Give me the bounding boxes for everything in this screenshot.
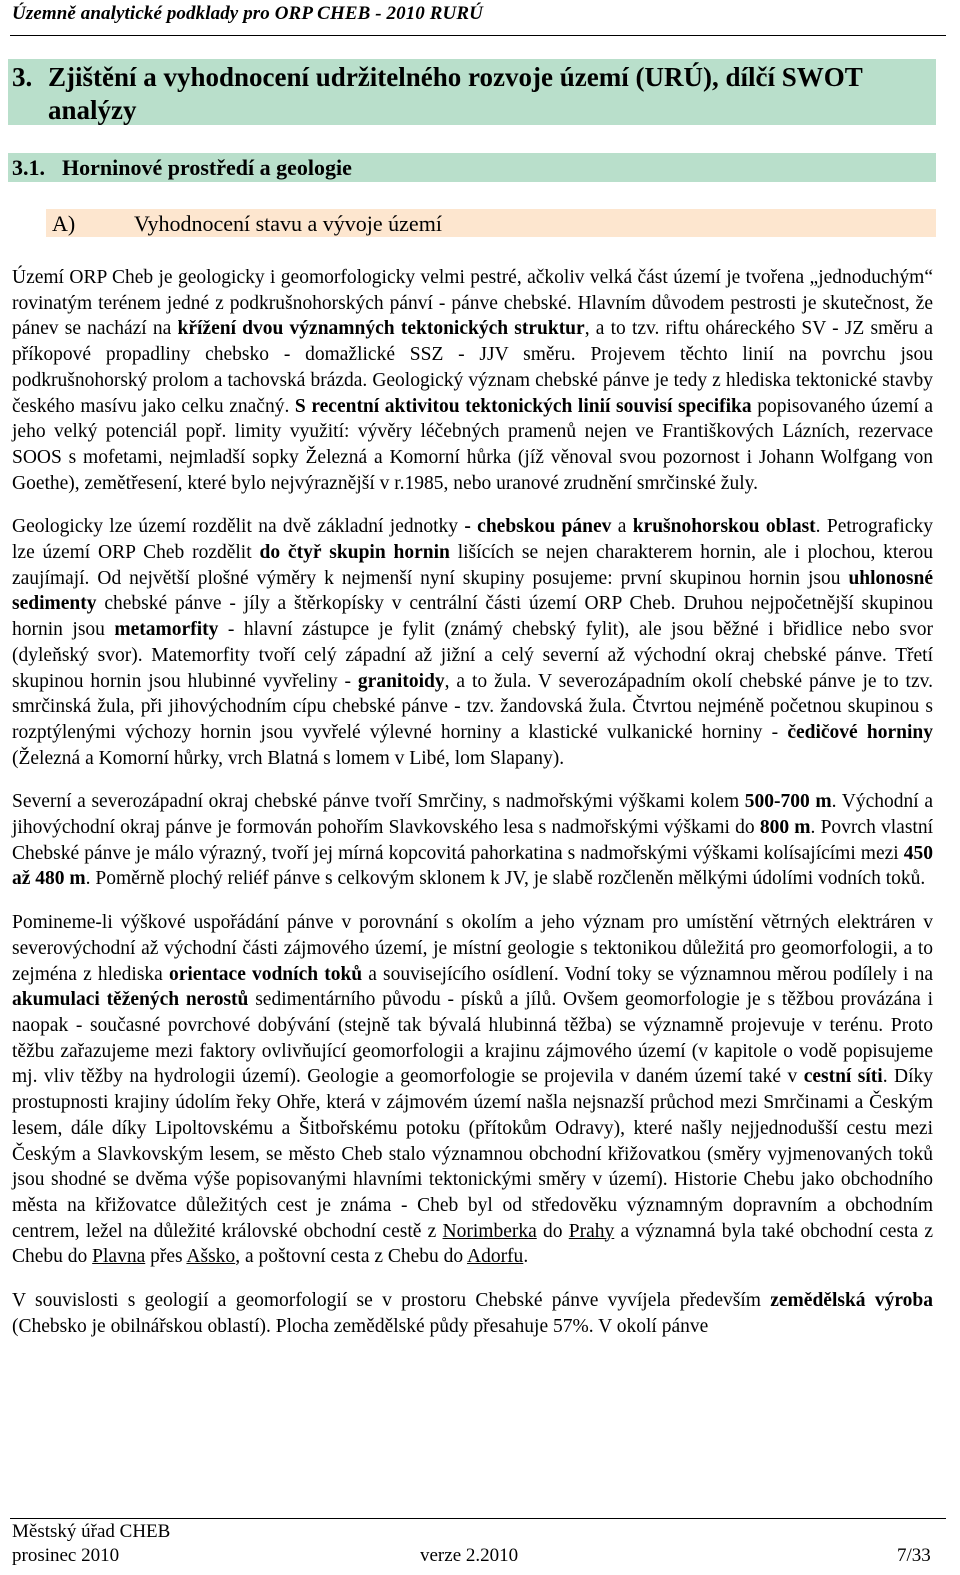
subsection-title: Horninové prostředí a geologie (62, 155, 352, 180)
part-title: Vyhodnocení stavu a vývoje území (134, 211, 442, 236)
paragraph-text: chebské pánve - jíly a štěrkopísky v centrální části území ORP Cheb. Druhou nejpočetnější skupinou hornin jsou (12, 593, 933, 641)
paragraph-text: (Chebsko je obilnářskou oblastí). Plocha zemědělské půdy přesahuje 57%. V okolí pánve (12, 1315, 709, 1337)
link-norimberk[interactable]: Norimberka (442, 1220, 537, 1242)
paragraph-text: Severní a severozápadní okraj chebské pánve tvoří Smrčiny, s nadmořskými výškami kolem (12, 791, 745, 813)
paragraph-text: a významná byla také obchodní cesta z Chebu do (12, 1220, 934, 1268)
paragraph-text: popisovaného území a jeho velký potenciál popř. limity využití: vývěry léčebných pramenů nejen ve Františkových Lázních, rezervace SOOS s mofetami, nejmladší sopky Železná a Komorní hůrka (jíž věnoval svou pozornost i Johann Wolfgang von Goethe), zemětřesení, které bylo nejvýraznější v r.1985, nebo uranové zrudnění smrčinské žuly. (12, 395, 933, 494)
subsection-number: 3.1. (12, 155, 45, 180)
paragraph-1 (12, 265, 933, 496)
paragraph-text: , a poštovní cesta z Chebu do (235, 1246, 467, 1268)
paragraph-text: Geologicky lze území rozdělit na dvě základní jednotky (12, 516, 465, 538)
paragraph-text: a (611, 516, 633, 538)
paragraph-2 (12, 514, 933, 771)
emphasis: uhlonosné sedimenty (12, 567, 933, 615)
body-text (12, 265, 933, 1357)
paragraph-text: . Poměrně plochý reliéf pánve s celkovým sklonem k JV, je slabě rozčleněn mělkými údolími vodních toků. (85, 868, 926, 890)
paragraph-text: a souvisejícího osídlení. Vodní toky se významnou měrou podílely i na (362, 963, 933, 985)
footer-office: Městský úřad CHEB (12, 1521, 171, 1542)
paragraph-text: . Petrograficky lze území ORP Cheb rozdělit (12, 516, 933, 564)
emphasis: 800 m (759, 817, 811, 839)
paragraph-text: Území ORP Cheb je geologicky i geomorfologicky velmi pestré, ačkoliv velká část území je tvořena „jednoduchým“ rovinatým terénem jedné z podkrušnohorských pánví - pánve chebské. Hlavním důvodem pestrosti je skutečnost, že pánev se nachází na (12, 267, 933, 340)
emphasis: akumulaci těžených nerostů (12, 989, 249, 1011)
part-label: A) (52, 211, 76, 236)
paragraph-text: V souvislosti s geologií a geomorfologií se v prostoru Chebské pánve vyvíjela především (12, 1290, 771, 1312)
link-assko[interactable]: Ašsko (186, 1246, 236, 1268)
link-plavno[interactable]: Plavna (92, 1246, 146, 1268)
paragraph-text: . Díky prostupnosti krajiny údolím řeky Ohře, která v zájmovém území našla nejsnazší průchod mezi Smrčinami a Českým lesem, dále díky Lipoltovskému a Šitbořskému potoku (přítokům Odravy), které našly nejjednodušší cestu mezi Českým a Slavkovským lesem, se město Cheb stalo významnou obchodní křižovatkou (směry vyjmenovaných toků jsou shodné se dvěma výše popisovanými hlavními tektonickými směry v území). Historie Chebu jako obchodního města na křižovatce důležitých cest je známa - Cheb byl od středověku významným dopravním a obchodním centrem, ležel na důležité královské obchodní cestě z (12, 1066, 934, 1242)
emphasis: - chebskou pánev (464, 516, 612, 538)
footer-divider (10, 1518, 946, 1519)
part-heading (46, 209, 936, 237)
section-heading-line1 (12, 61, 932, 94)
emphasis: zemědělská výroba (770, 1290, 933, 1312)
paragraph-text: . Povrch vlastní Chebské pánve je málo výrazný, tvoří jej mírná kopcovitá pahorkatina s nadmořskými výškami kolísajícími mezi (12, 817, 933, 864)
section-title-line2: analýzy (48, 95, 137, 125)
paragraph-5 (12, 1288, 933, 1339)
emphasis: krušnohorskou oblast (632, 516, 816, 538)
footer-date: prosinec 2010 (12, 1545, 120, 1566)
emphasis: do čtyř skupin hornin (259, 542, 450, 564)
header-divider (10, 35, 946, 36)
emphasis: granitoidy (357, 670, 445, 692)
paragraph-text: - hlavní zástupce je fylit (známý chebský fylit), ale jsou běžné i břidlice nebo svor (dyleňský svor). Matemorfity tvoří celý západní až jižní a celý severní až východní okraj chebské pánve. Třetí skupinou hornin jsou hlubinné vyvřeliny - (12, 619, 934, 692)
emphasis: čedičové horniny (787, 721, 933, 743)
paragraph-text: . (523, 1246, 529, 1268)
paragraph-3 (12, 789, 933, 892)
paragraph-text: Pomineme-li výškové uspořádání pánve v porovnání s okolím a jeho význam pro umístění větrných elektráren v severovýchodní až východní části zájmového území, je místní geologie s tektonikou důležitá pro geomorfologii, a to zejména z hlediska (12, 912, 933, 985)
subsection-heading (8, 153, 936, 182)
paragraph-text: přes (145, 1246, 187, 1268)
emphasis: S recentní aktivitou tektonických linií souvisí specifika (294, 395, 752, 417)
emphasis: 500-700 m (744, 791, 832, 813)
paragraph-4 (12, 910, 933, 1270)
paragraph-text: sedimentárního původu - písků a jílů. Ovšem geomorfologie je s těžbou provázána i naopak - současné povrchové dobývání (stejně tak bývalá hlubinná těžba) se významně projevuje v terénu. Proto těžbu zařazujeme mezi faktory ovlivňující geomorfologii a krajinu zájmového území (v kapitole o vodě popisujeme mj. vliv těžby na hydrologii území). Geologie a geomorfologie se projevila v daném území také v (12, 989, 933, 1088)
document-header-title: Územně analytické podklady pro ORP CHEB - 2010 RURÚ (12, 3, 483, 24)
footer-version: verze 2.2010 (420, 1545, 519, 1566)
emphasis: metamorfity (114, 619, 219, 641)
emphasis: cestní síti (803, 1066, 883, 1088)
paragraph-text: , a to žula. V severozápadním okolí chebské pánve je to tzv. smrčinská žula, při jihovýchodním cípu chebské pánve - tzv. žandovská žula. Čtvrtou nejméně početnou skupinou s rozptýlenými výchozy hornin jsou vyvřelé výlevné horniny a klastické vulkanické horniny - (12, 670, 933, 743)
section-heading (8, 59, 936, 125)
paragraph-text: (Železná a Komorní hůrky, vrch Blatná s lomem v Libé, lom Slapany). (12, 747, 565, 769)
paragraph-text: lišících se nejen charakterem hornin, ale i plochou, kterou zaujímají. Od největší plošné výměry k nejmenší nyní skupiny posujeme: první skupinou hornin jsou (12, 542, 933, 589)
emphasis: křížení dvou významných tektonických struktur (177, 318, 585, 340)
paragraph-text: . Východní a jihovýchodní okraj pánve je formován pohořím Slavkovského lesa s nadmořskými výškami do (12, 791, 933, 839)
emphasis: orientace vodních toků (168, 963, 363, 985)
section-title-line1: Zjištění a vyhodnocení udržitelného rozvoje území (URÚ), dílčí SWOT (48, 62, 863, 92)
emphasis: 450 až 480 m (12, 842, 933, 890)
paragraph-text: do (536, 1220, 569, 1242)
footer-page-number: 7/33 (897, 1545, 931, 1566)
link-praha[interactable]: Prahy (568, 1220, 615, 1242)
link-adorf[interactable]: Adorfu (466, 1246, 524, 1268)
paragraph-text: , a to tzv. riftu oháreckého SV - JZ směru a příkopové propadliny chebsko - domažlické SSZ - JJV směru. Projevem těchto linií na povrchu jsou podkrušnohorský prolom a tachovská brázda. Geologický význam chebské pánve je tedy z hlediska tektonické stavby českého masívu jako celku značný. (12, 318, 933, 417)
section-number: 3. (12, 62, 33, 92)
